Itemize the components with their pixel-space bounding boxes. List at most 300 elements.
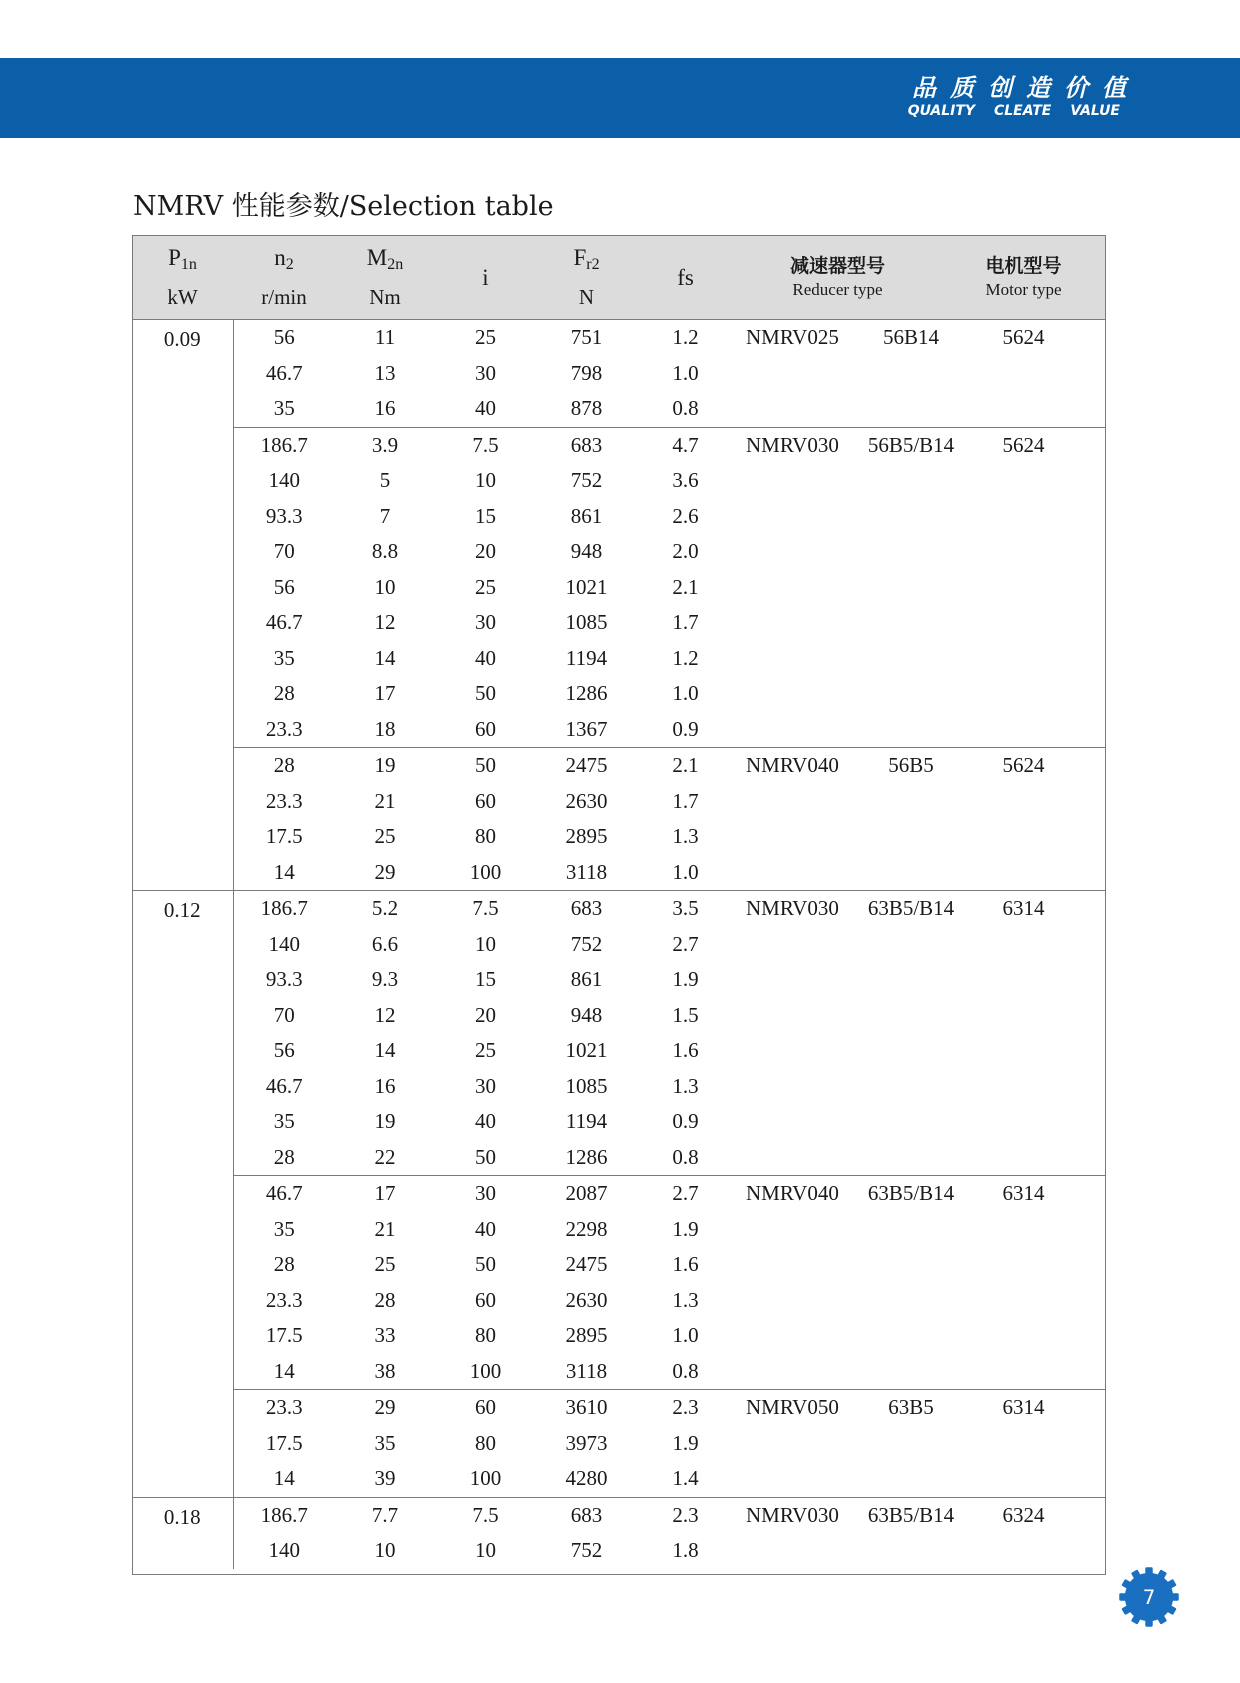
speed-cell: 35 xyxy=(273,396,295,421)
table-row xyxy=(132,570,1106,606)
table-row xyxy=(132,1176,1106,1212)
table-row xyxy=(132,891,1106,927)
speed-cell: 186.7 xyxy=(233,1497,335,1533)
ratio-cell: 80 xyxy=(475,1323,496,1348)
speed-cell: 23.3 xyxy=(265,788,303,813)
service-factor-cell: 2.7 xyxy=(637,1176,734,1212)
ratio-cell: 30 xyxy=(475,1073,496,1098)
ratio-cell: 60 xyxy=(475,716,496,741)
torque-cell: 7 xyxy=(379,503,391,528)
radial-load-cell: 3118 xyxy=(565,1358,608,1383)
ratio-cell: 15 xyxy=(475,967,496,992)
radial-load-cell: 2895 xyxy=(565,824,608,849)
radial-load-cell: 683 xyxy=(536,427,637,463)
radial-load-cell: 1286 xyxy=(565,1144,608,1169)
torque-cell: 6.6 xyxy=(371,931,399,956)
radial-load-cell: 1021 xyxy=(565,574,608,599)
ratio-cell: 50 xyxy=(475,1144,496,1169)
reducer-type-cell xyxy=(734,1497,955,1533)
radial-load-cell: 1085 xyxy=(565,1073,608,1098)
torque-cell: 17 xyxy=(374,681,396,706)
service-factor-cell: 1.5 xyxy=(672,1002,699,1027)
speed-cell: 56 xyxy=(273,574,295,599)
motor-type-cell xyxy=(941,570,1106,606)
motor-type-cell xyxy=(941,855,1106,891)
table-header-row xyxy=(132,235,1106,320)
speed-cell: 28 xyxy=(233,748,335,784)
motor-type-cell xyxy=(941,391,1106,427)
ratio-cell: 7.5 xyxy=(435,427,536,463)
table-row xyxy=(132,320,1106,356)
ratio-cell: 25 xyxy=(475,1038,496,1063)
torque-cell: 19 xyxy=(335,748,435,784)
speed-cell: 17.5 xyxy=(265,824,303,849)
speed-cell: 14 xyxy=(273,859,295,884)
radial-load-cell: 751 xyxy=(570,325,603,350)
ratio-cell: 20 xyxy=(475,1002,496,1027)
ratio-cell: 30 xyxy=(435,1176,536,1212)
reducer-adapter: 63B5 xyxy=(888,1395,934,1420)
reducer-type-cell xyxy=(734,1426,941,1462)
motor-type-cell xyxy=(941,356,1106,392)
service-factor-cell: 1.2 xyxy=(672,325,699,350)
motor-type-cell xyxy=(941,784,1106,820)
ratio-cell: 7.5 xyxy=(435,891,536,927)
reducer-type-cell xyxy=(734,1140,941,1176)
radial-load-cell: 2087 xyxy=(536,1176,637,1212)
reducer-type-cell xyxy=(734,1069,941,1105)
table-row xyxy=(132,1247,1106,1283)
torque-cell: 11 xyxy=(374,325,396,350)
torque-cell: 10 xyxy=(374,1538,396,1563)
motor-type-cell: 6324 xyxy=(941,1497,1106,1533)
ratio-cell: 60 xyxy=(475,1287,496,1312)
service-factor-cell: 1.3 xyxy=(672,1287,699,1312)
service-factor-cell: 1.0 xyxy=(672,360,699,385)
motor-type-cell xyxy=(941,534,1106,570)
table-row xyxy=(132,1533,1106,1569)
torque-cell: 12 xyxy=(374,610,396,635)
motor-type-cell xyxy=(941,463,1106,499)
speed-cell: 35 xyxy=(273,645,295,670)
header-power: $P_{1n}$ kW xyxy=(132,235,233,320)
ratio-cell: 40 xyxy=(475,1216,496,1241)
radial-load-cell: 752 xyxy=(570,468,603,493)
torque-cell: 28 xyxy=(374,1287,396,1312)
torque-cell: 10 xyxy=(374,574,396,599)
speed-cell: 46.7 xyxy=(233,1176,335,1212)
torque-cell: 29 xyxy=(335,1390,435,1426)
radial-load-cell: 1367 xyxy=(565,716,608,741)
reducer-type-cell xyxy=(734,1318,941,1354)
torque-cell: 8.8 xyxy=(371,539,399,564)
service-factor-cell: 1.8 xyxy=(672,1538,699,1563)
reducer-model: NMRV050 xyxy=(746,1395,839,1420)
reducer-type-cell xyxy=(734,499,941,535)
speed-cell: 186.7 xyxy=(233,427,335,463)
ratio-cell: 100 xyxy=(469,859,502,884)
service-factor-cell: 2.1 xyxy=(672,574,699,599)
service-factor-cell: 3.6 xyxy=(672,468,699,493)
service-factor-cell: 1.4 xyxy=(672,1466,699,1491)
reducer-type-cell xyxy=(734,570,941,606)
ratio-cell: 80 xyxy=(475,824,496,849)
motor-type-cell: 5624 xyxy=(941,748,1106,784)
table-row xyxy=(132,1318,1106,1354)
speed-cell: 35 xyxy=(273,1109,295,1134)
torque-cell: 18 xyxy=(374,716,396,741)
slogan-english xyxy=(894,103,1120,119)
table-row xyxy=(132,784,1106,820)
radial-load-cell: 4280 xyxy=(565,1466,608,1491)
service-factor-cell: 1.7 xyxy=(672,788,699,813)
reducer-type-cell xyxy=(734,784,941,820)
radial-load-cell: 1085 xyxy=(565,610,608,635)
header-motor-type: 电机型号 Motor type xyxy=(941,235,1106,320)
speed-cell: 140 xyxy=(268,1538,300,1563)
reducer-adapter: 56B5/B14 xyxy=(867,432,955,457)
reducer-type-cell xyxy=(734,855,941,891)
torque-cell: 39 xyxy=(374,1466,396,1491)
ratio-cell: 30 xyxy=(475,360,496,385)
motor-type-cell xyxy=(941,1069,1106,1105)
reducer-model: NMRV030 xyxy=(746,896,839,921)
header-ratio: i xyxy=(435,235,536,320)
speed-cell: 93.3 xyxy=(265,967,303,992)
torque-cell: 35 xyxy=(374,1430,396,1455)
table-row xyxy=(132,1104,1106,1140)
speed-cell: 17.5 xyxy=(265,1430,303,1455)
speed-cell: 46.7 xyxy=(265,1073,303,1098)
reducer-type-cell xyxy=(734,1104,941,1140)
speed-cell: 186.7 xyxy=(233,891,335,927)
motor-type-cell xyxy=(941,605,1106,641)
power-cell: 0.18 xyxy=(132,1497,233,1569)
ratio-cell: 100 xyxy=(469,1466,502,1491)
reducer-type-cell xyxy=(734,1533,941,1569)
speed-cell: 56 xyxy=(273,1038,295,1063)
motor-type-cell xyxy=(941,998,1106,1034)
torque-cell: 38 xyxy=(374,1358,396,1383)
ratio-cell: 10 xyxy=(475,931,496,956)
table-row xyxy=(132,1069,1106,1105)
table-row xyxy=(132,962,1106,998)
table-row xyxy=(132,463,1106,499)
ratio-cell: 7.5 xyxy=(435,1497,536,1533)
torque-cell: 25 xyxy=(374,824,396,849)
speed-cell: 17.5 xyxy=(265,1323,303,1348)
service-factor-cell: 2.7 xyxy=(672,931,699,956)
header-banner xyxy=(0,58,1240,138)
table-body xyxy=(132,320,1106,1569)
radial-load-cell: 798 xyxy=(570,360,603,385)
service-factor-cell: 3.5 xyxy=(637,891,734,927)
service-factor-cell: 1.9 xyxy=(672,967,699,992)
radial-load-cell: 2895 xyxy=(565,1323,608,1348)
motor-type-cell xyxy=(941,1247,1106,1283)
table-row xyxy=(132,855,1106,891)
motor-type-cell: 5624 xyxy=(941,427,1106,463)
service-factor-cell: 1.9 xyxy=(672,1430,699,1455)
speed-cell: 23.3 xyxy=(265,1287,303,1312)
torque-cell: 17 xyxy=(335,1176,435,1212)
torque-cell: 5 xyxy=(379,468,391,493)
reducer-adapter: 56B5 xyxy=(888,753,934,778)
reducer-type-cell xyxy=(734,1247,941,1283)
reducer-type-cell xyxy=(734,605,941,641)
table-row xyxy=(132,391,1106,427)
radial-load-cell: 2630 xyxy=(565,788,608,813)
motor-type-cell xyxy=(941,1318,1106,1354)
service-factor-cell: 1.7 xyxy=(672,610,699,635)
table-row xyxy=(132,998,1106,1034)
motor-type-cell: 6314 xyxy=(941,1390,1106,1426)
reducer-type-cell xyxy=(734,391,941,427)
table-row xyxy=(132,356,1106,392)
speed-cell: 56 xyxy=(273,325,295,350)
motor-type-cell xyxy=(941,1533,1106,1569)
speed-cell: 70 xyxy=(273,1002,295,1027)
torque-cell: 5.2 xyxy=(335,891,435,927)
radial-load-cell: 878 xyxy=(570,396,603,421)
table-row xyxy=(132,712,1106,748)
motor-type-cell xyxy=(941,676,1106,712)
reducer-model: NMRV030 xyxy=(746,432,839,457)
motor-type-cell xyxy=(941,1212,1106,1248)
reducer-adapter: 63B5/B14 xyxy=(867,1181,955,1206)
radial-load-cell: 2475 xyxy=(536,748,637,784)
radial-load-cell: 1194 xyxy=(565,1109,608,1134)
ratio-cell: 10 xyxy=(475,1538,496,1563)
reducer-type-cell xyxy=(734,712,941,748)
reducer-type-cell xyxy=(734,1354,941,1390)
ratio-cell: 20 xyxy=(475,539,496,564)
motor-type-cell xyxy=(941,1104,1106,1140)
service-factor-cell: 1.9 xyxy=(672,1216,699,1241)
speed-cell: 14 xyxy=(273,1466,295,1491)
service-factor-cell: 0.9 xyxy=(672,716,699,741)
ratio-cell: 15 xyxy=(475,503,496,528)
radial-load-cell: 3610 xyxy=(536,1390,637,1426)
speed-cell: 140 xyxy=(268,931,300,956)
radial-load-cell: 861 xyxy=(570,503,603,528)
reducer-type-cell xyxy=(734,463,941,499)
torque-cell: 21 xyxy=(374,788,396,813)
table-row xyxy=(132,1461,1106,1497)
torque-cell: 22 xyxy=(374,1144,396,1169)
service-factor-cell: 1.3 xyxy=(672,1073,699,1098)
ratio-cell: 60 xyxy=(475,788,496,813)
ratio-cell: 40 xyxy=(475,645,496,670)
torque-cell: 16 xyxy=(374,396,396,421)
table-row xyxy=(132,605,1106,641)
header-reducer-type: 减速器型号 Reducer type xyxy=(734,235,941,320)
radial-load-cell: 752 xyxy=(570,1538,603,1563)
reducer-type-cell xyxy=(734,819,941,855)
motor-type-cell xyxy=(941,712,1106,748)
slogan-chinese: 品质创造价值 xyxy=(912,74,1140,102)
radial-load-cell: 3973 xyxy=(565,1430,608,1455)
speed-cell: 14 xyxy=(273,1358,295,1383)
torque-cell: 13 xyxy=(374,360,396,385)
radial-load-cell: 2298 xyxy=(565,1216,608,1241)
speed-cell: 23.3 xyxy=(265,716,303,741)
header-torque: $M_{2n}$ Nm xyxy=(335,235,435,320)
radial-load-cell: 683 xyxy=(536,891,637,927)
radial-load-cell: 1021 xyxy=(565,1038,608,1063)
table-row xyxy=(132,641,1106,677)
table-row xyxy=(132,748,1106,784)
table-row xyxy=(132,676,1106,712)
ratio-cell: 25 xyxy=(475,325,496,350)
reducer-type-cell xyxy=(734,1461,941,1497)
selection-table xyxy=(132,235,1106,1569)
reducer-type-cell xyxy=(734,534,941,570)
ratio-cell: 60 xyxy=(435,1390,536,1426)
reducer-type-cell xyxy=(734,1212,941,1248)
service-factor-cell: 1.6 xyxy=(672,1038,699,1063)
motor-type-cell xyxy=(941,1354,1106,1390)
reducer-type-cell xyxy=(734,927,941,963)
service-factor-cell: 1.6 xyxy=(672,1252,699,1277)
reducer-type-cell xyxy=(734,1176,955,1212)
table-row xyxy=(132,1033,1106,1069)
torque-cell: 29 xyxy=(374,859,396,884)
table-row xyxy=(132,1212,1106,1248)
motor-type-cell: 6314 xyxy=(941,891,1106,927)
motor-type-cell xyxy=(941,641,1106,677)
table-row xyxy=(132,534,1106,570)
ratio-cell: 50 xyxy=(475,681,496,706)
table-row xyxy=(132,1354,1106,1390)
torque-cell: 12 xyxy=(374,1002,396,1027)
reducer-model: NMRV030 xyxy=(746,1502,839,1527)
service-factor-cell: 1.0 xyxy=(672,859,699,884)
gear-icon xyxy=(1118,1566,1180,1628)
table-row xyxy=(132,819,1106,855)
reducer-type-cell xyxy=(734,748,941,784)
ratio-cell: 40 xyxy=(475,1109,496,1134)
table-row xyxy=(132,427,1106,463)
torque-cell: 21 xyxy=(374,1216,396,1241)
reducer-adapter: 63B5/B14 xyxy=(867,896,955,921)
service-factor-cell: 0.8 xyxy=(672,1144,699,1169)
radial-load-cell: 948 xyxy=(570,539,603,564)
reducer-type-cell xyxy=(734,641,941,677)
reducer-model: NMRV025 xyxy=(746,325,839,350)
slogan-word: QUALITY xyxy=(907,103,976,119)
radial-load-cell: 861 xyxy=(570,967,603,992)
reducer-type-cell xyxy=(734,1033,941,1069)
ratio-cell: 40 xyxy=(475,396,496,421)
reducer-type-cell xyxy=(734,962,941,998)
power-cell: 0.09 xyxy=(132,320,233,891)
radial-load-cell: 752 xyxy=(570,931,603,956)
service-factor-cell: 4.7 xyxy=(637,427,734,463)
motor-type-cell xyxy=(941,1033,1106,1069)
reducer-type-cell xyxy=(734,998,941,1034)
speed-cell: 35 xyxy=(273,1216,295,1241)
torque-cell: 14 xyxy=(374,645,396,670)
torque-cell: 33 xyxy=(374,1323,396,1348)
radial-load-cell: 3118 xyxy=(565,859,608,884)
ratio-cell: 25 xyxy=(475,574,496,599)
service-factor-cell: 0.8 xyxy=(672,1358,699,1383)
reducer-model: NMRV040 xyxy=(746,753,839,778)
speed-cell: 140 xyxy=(268,468,300,493)
page-title: NMRV 性能参数/Selection table xyxy=(133,191,554,222)
torque-cell: 25 xyxy=(374,1252,396,1277)
service-factor-cell: 2.3 xyxy=(637,1390,734,1426)
service-factor-cell: 0.8 xyxy=(672,396,699,421)
header-service-factor: fs xyxy=(637,235,734,320)
table-row xyxy=(132,1283,1106,1319)
radial-load-cell: 1194 xyxy=(565,645,608,670)
service-factor-cell: 1.2 xyxy=(672,645,699,670)
reducer-type-cell xyxy=(734,891,955,927)
radial-load-cell: 1286 xyxy=(565,681,608,706)
ratio-cell: 50 xyxy=(435,748,536,784)
radial-load-cell: 948 xyxy=(570,1002,603,1027)
header-speed: $n_2$ r/min xyxy=(233,235,335,320)
ratio-cell: 10 xyxy=(475,468,496,493)
reducer-type-cell xyxy=(734,676,941,712)
torque-cell: 19 xyxy=(374,1109,396,1134)
speed-cell: 70 xyxy=(273,539,295,564)
reducer-type-cell xyxy=(734,1283,941,1319)
motor-type-cell xyxy=(941,819,1106,855)
service-factor-cell: 1.0 xyxy=(672,1323,699,1348)
table-row xyxy=(132,1140,1106,1176)
speed-cell: 28 xyxy=(273,681,295,706)
service-factor-cell: 1.0 xyxy=(672,681,699,706)
speed-cell: 28 xyxy=(273,1144,295,1169)
service-factor-cell: 1.3 xyxy=(672,824,699,849)
table-row xyxy=(132,927,1106,963)
torque-cell: 7.7 xyxy=(335,1497,435,1533)
table-row xyxy=(132,1497,1106,1533)
reducer-type-cell xyxy=(734,427,955,463)
torque-cell: 3.9 xyxy=(335,427,435,463)
service-factor-cell: 2.6 xyxy=(672,503,699,528)
slogan-word: VALUE xyxy=(1070,103,1120,119)
ratio-cell: 80 xyxy=(475,1430,496,1455)
table-row xyxy=(132,1390,1106,1426)
reducer-adapter: 63B5/B14 xyxy=(867,1502,955,1527)
motor-type-cell xyxy=(941,1283,1106,1319)
radial-load-cell: 683 xyxy=(536,1497,637,1533)
reducer-type-cell xyxy=(734,1390,941,1426)
table-row xyxy=(132,499,1106,535)
power-cell: 0.12 xyxy=(132,891,233,1498)
motor-type-cell xyxy=(941,1461,1106,1497)
torque-cell: 9.3 xyxy=(371,967,399,992)
motor-type-cell xyxy=(941,1140,1106,1176)
slogan-word: CLEATE xyxy=(993,103,1052,119)
motor-type-cell: 5624 xyxy=(1002,325,1045,350)
ratio-cell: 50 xyxy=(475,1252,496,1277)
radial-load-cell: 2475 xyxy=(565,1252,608,1277)
ratio-cell: 30 xyxy=(475,610,496,635)
torque-cell: 14 xyxy=(374,1038,396,1063)
motor-type-cell xyxy=(941,962,1106,998)
radial-load-cell: 2630 xyxy=(565,1287,608,1312)
torque-cell: 16 xyxy=(374,1073,396,1098)
motor-type-cell: 6314 xyxy=(941,1176,1106,1212)
page-number: 7 xyxy=(1142,1585,1156,1609)
speed-cell: 93.3 xyxy=(265,503,303,528)
reducer-type-cell xyxy=(734,320,941,356)
